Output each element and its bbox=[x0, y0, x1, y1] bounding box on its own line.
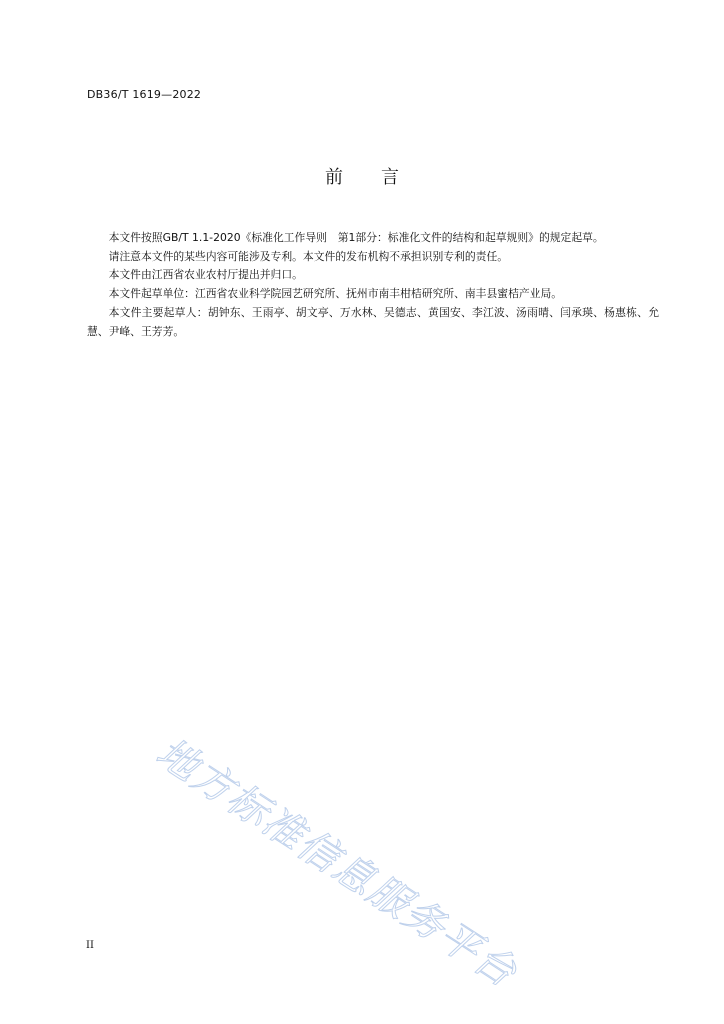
foreword-body bbox=[87, 229, 659, 341]
paragraph-proposer: 本文件由江西省农业农村厅提出并归口。 bbox=[108, 268, 303, 282]
section-title: 前言 bbox=[325, 167, 437, 188]
document-code: DB36/T 1619—2022 bbox=[87, 88, 202, 101]
paragraph-patent-notice: 请注意本文件的某些内容可能涉及专利。本文件的发布机构不承担识别专利的责任。 bbox=[108, 249, 509, 263]
paragraph-drafting-units: 本文件起草单位：江西省农业科学院园艺研究所、抚州市南丰柑桔研究所、南丰县蜜桔产业局。 bbox=[108, 287, 563, 301]
paragraph-drafting-rules: 本文件按照GB/T 1.1-2020《标准化工作导则 第1部分：标准化文件的结构和起草规则》的规定起草。 bbox=[108, 231, 604, 244]
paragraph-drafters: 本文件主要起草人：胡钟东、王雨亭、胡文亭、万水林、吴德志、黄国安、李江波、汤雨晴、闫承瑛、杨惠栋、允慧、尹峰、王芳芳。 bbox=[87, 305, 659, 338]
page-number: II bbox=[86, 940, 94, 951]
watermark: 地方标准信息服务平台 bbox=[148, 729, 526, 997]
